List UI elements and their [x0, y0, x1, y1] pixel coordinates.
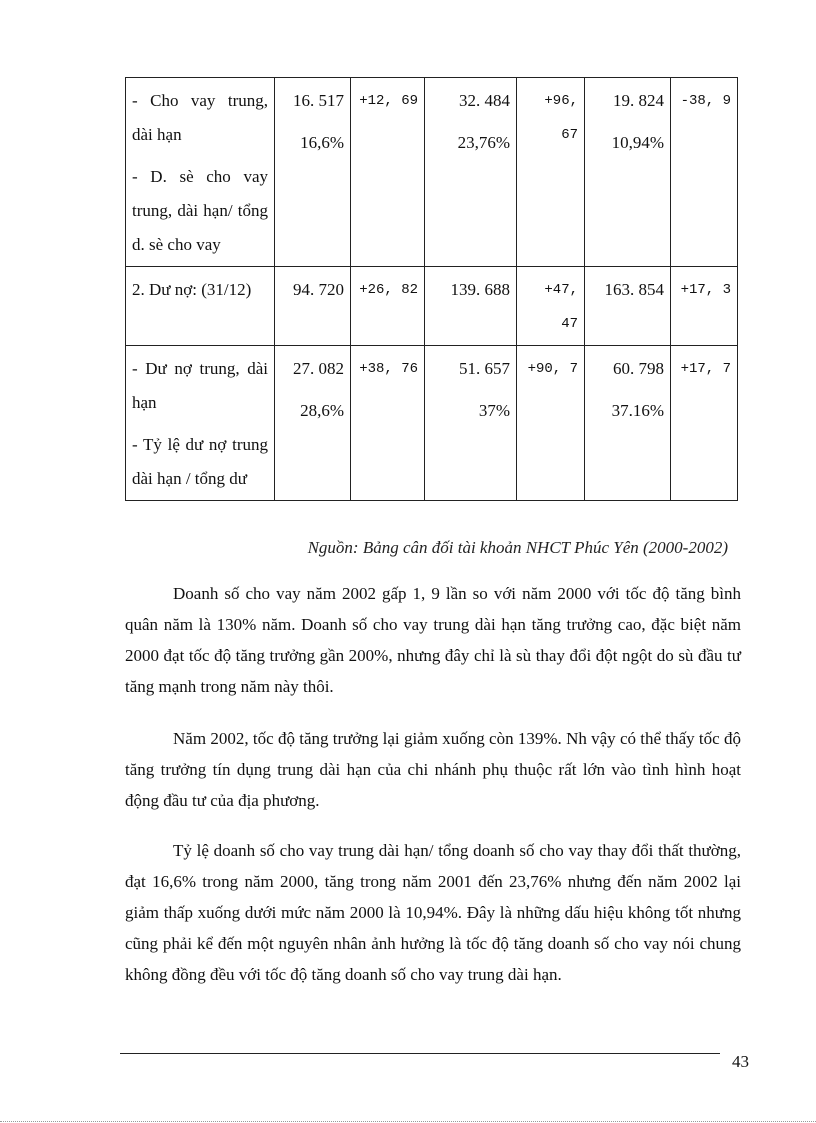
paragraph-2: Năm 2002, tốc độ tăng trưởng lại giảm xuống còn 139%. Nh vậy có thể thấy tốc độ tăng trưởng tín dụng trung dài hạn của chi nhánh phụ thuộc rất lớn vào tình hình hoạt động đầu tư của địa phương. [125, 729, 741, 810]
share-2000: 16,6% [300, 133, 344, 152]
value-2001: 51. 657 [459, 359, 510, 378]
row-label: 2. Dư nợ: (31/12) [126, 267, 275, 346]
growth-2000: +26, 82 [351, 267, 425, 346]
table-row [126, 346, 738, 501]
growth-2002: -38, 9 [671, 78, 738, 267]
cell-2002 [585, 346, 671, 501]
row-label [126, 78, 275, 267]
paragraph-3: Tỷ lệ doanh số cho vay trung dài hạn/ tổng doanh số cho vay thay đổi thất thường, đạt 16,6% trong năm 2000, tăng trong năm 2001 đến 23,76% nhưng đến năm 2002 lại giảm thấp xuống dưới mức năm 2000 là 10,94%. Đây là những dấu hiệu không tốt nhưng cũng phải kể đến một nguyên nhân ảnh hưởng là tốc độ tăng doanh số cho vay nói chung không đồng đều với tốc độ tăng doanh số cho vay trung dài hạn. [125, 841, 741, 984]
growth-2000: +38, 76 [351, 346, 425, 501]
footer-rule [120, 1053, 720, 1054]
growth-2001: +90, 7 [517, 346, 585, 501]
share-2001: 37% [478, 401, 510, 420]
share-2000: 28,6% [300, 401, 344, 420]
value-2002: 60. 798 [613, 359, 664, 378]
value-2001: 32. 484 [459, 91, 510, 110]
growth-2002: +17, 7 [671, 346, 738, 501]
page-bottom-border [0, 1121, 816, 1122]
cell-2000 [275, 78, 351, 267]
cell-2002 [585, 78, 671, 267]
value-2002: 163. 854 [585, 267, 671, 346]
row-label-main: - Dư nợ trung, dài hạn [132, 359, 268, 412]
data-table [125, 77, 738, 501]
cell-2001 [425, 346, 517, 501]
page-number: 43 [732, 1052, 749, 1071]
value-2000: 27. 082 [293, 359, 344, 378]
value-2000: 94. 720 [275, 267, 351, 346]
cell-2001 [425, 78, 517, 267]
table-row [126, 267, 738, 346]
row-label [126, 346, 275, 501]
value-2001: 139. 688 [425, 267, 517, 346]
growth-2001: +96, 67 [517, 78, 585, 267]
growth-2000: +12, 69 [351, 78, 425, 267]
table-source-note: Nguồn: Bảng cân đối tài khoản NHCT Phúc Yên (2000-2002) [307, 538, 728, 557]
row-label-sub: - D. sè cho vay trung, dài hạn/ tổng d. sè cho vay [132, 167, 268, 254]
value-2000: 16. 517 [293, 91, 344, 110]
row-label-main: - Cho vay trung, dài hạn [132, 91, 268, 144]
paragraph-1: Doanh số cho vay năm 2002 gấp 1, 9 lần so với năm 2000 với tốc độ tăng bình quân năm là 130% năm. Doanh số cho vay trung dài hạn tăng trưởng cao, đặc biệt năm 2000 đạt tốc độ tăng trưởng gần 200%, nhưng đây chỉ là sù thay đổi đột ngột do sù đầu tư tăng mạnh trong năm này thôi. [125, 584, 741, 696]
growth-2002: +17, 3 [671, 267, 738, 346]
cell-2000 [275, 346, 351, 501]
row-label-sub: - Tỷ lệ dư nợ trung dài hạn / tổng dư [132, 435, 268, 488]
table-row [126, 78, 738, 267]
growth-2001: +47, 47 [517, 267, 585, 346]
share-2002: 37.16% [611, 401, 664, 420]
share-2002: 10,94% [611, 133, 664, 152]
share-2001: 23,76% [457, 133, 510, 152]
value-2002: 19. 824 [613, 91, 664, 110]
